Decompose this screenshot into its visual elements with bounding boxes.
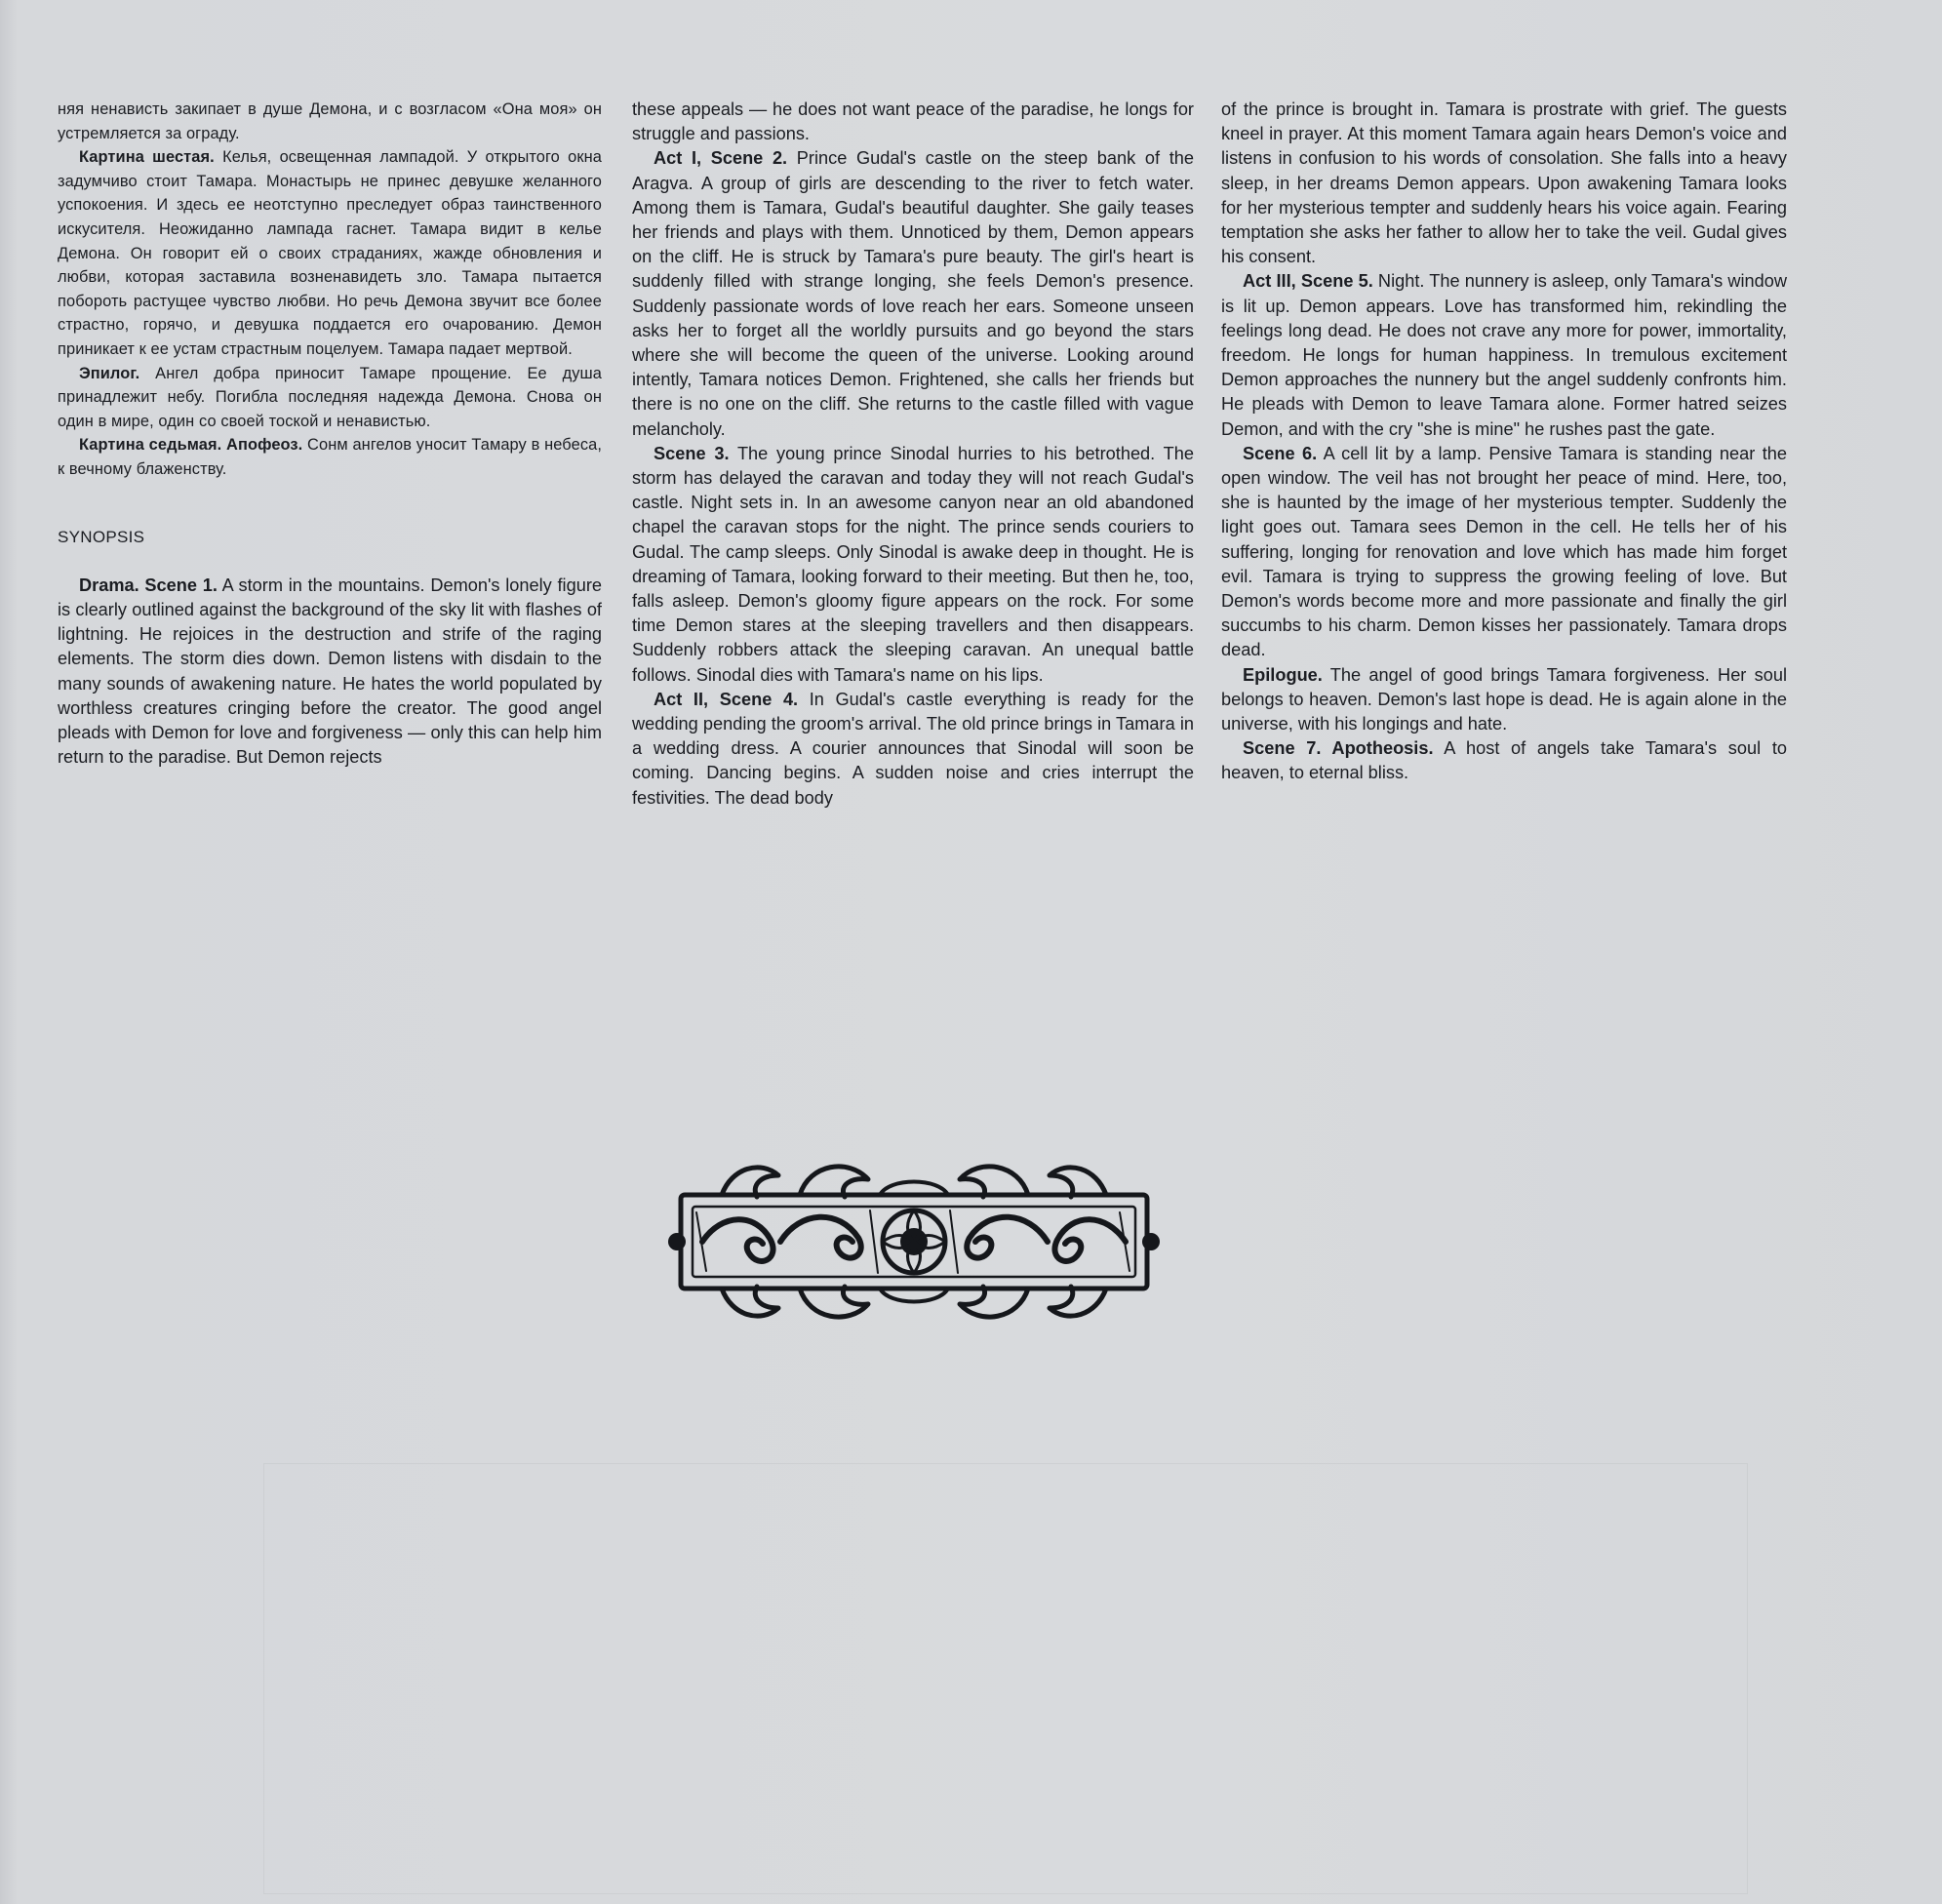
- en-scene-3-text: The young prince Sinodal hurries to his betrothed. The storm has delayed the caravan and today they will not reach Gudal's castle. Night sets in. In an awesome canyon near an old abandoned chapel the caravan stops for the night. The prince sends couriers to Gudal. The camp sleeps. Only Sinodal is awake deep in thought. He is dreaming of Tamara, looking forward to their meeting. But then he, too, falls asleep. Demon's gloomy figure appears on the rock. For some time Demon stares at the sleeping travellers and then disappears. Suddenly robbers attack the sleeping caravan. An unequal battle follows. Sinodal dies with Tamara's name on his lips.: [632, 443, 1194, 685]
- ornament-leaf-right-bottom: [960, 1287, 1106, 1317]
- en-scene-5-heading: Act III, Scene 5.: [1243, 271, 1373, 292]
- column-middle: [632, 98, 1194, 811]
- en-scene-4-heading: Act II, Scene 4.: [654, 689, 799, 709]
- ornament-leaf-left-bottom: [722, 1287, 868, 1317]
- en-epilogue-heading: Epilogue.: [1243, 664, 1323, 685]
- ru-paragraph-scene-7: [58, 433, 602, 481]
- en-paragraph-continued: these appeals — he does not want peace of the paradise, he longs for struggle and passions.: [632, 99, 1194, 144]
- ornament-knob-right: [1142, 1233, 1160, 1250]
- en-epilogue-text: The angel of good brings Tamara forgiveness. Her soul belongs to heaven. Demon's last hope is dead. He is again alone in the universe, with his longings and hate.: [1221, 664, 1787, 734]
- ornament-leaf-left-top: [722, 1167, 868, 1197]
- en-paragraph-epilogue: [1221, 663, 1787, 737]
- en-scene-4-text: In Gudal's castle everything is ready for the wedding pending the groom's arrival. The old prince brings in Tamara in a wedding dress. A courier announces that Sinodal will soon be coming. Dancing begins. A sudden noise and cries interrupt the festivities. The dead body: [632, 689, 1194, 808]
- en-paragraph-scene-6: [1221, 442, 1787, 663]
- en-scene-2-heading: Act I, Scene 2.: [654, 148, 788, 169]
- baroque-acanthus-ornament-icon: [663, 1154, 1165, 1329]
- en-scene-3-heading: Scene 3.: [654, 443, 730, 463]
- ru-scene-6-heading: Картина шестая.: [79, 148, 215, 167]
- ornament-knob-left: [668, 1233, 686, 1250]
- ru-paragraph-epilogue: [58, 362, 602, 434]
- show-through-outline: [263, 1463, 1748, 1894]
- en-paragraph-scene-2: [632, 146, 1194, 441]
- en-scene-7-heading: Scene 7. Apotheosis.: [1243, 738, 1434, 759]
- en-scene-5-text: Night. The nunnery is asleep, only Tamara's window is lit up. Demon appears. Love has transformed him, rekindling the feelings long dead. He does not crave any more for power, immortality, freedom. He longs for human happiness. In tremulous excitement Demon approaches the nunnery but the angel suddenly confronts him. He pleads with Demon to leave Tamara alone. Former hatred seizes Demon, and with the cry "she is mine" he rushes past the gate.: [1221, 271, 1787, 439]
- ru-scene-7-text: Сонм ангелов уносит Тамару в небеса, к вечному блаженству.: [58, 436, 602, 478]
- ru-scene-6-text: Келья, освещенная лампадой. У открытого окна задумчиво стоит Тамара. Монастырь не принес девушке желанного успокоения. И здесь ее неотступно преследует образ таинственного искусителя. Неожиданно лампада гаснет. Тамара видит в келье Демона. Он говорит ей о своих страданиях, жажде обновления и любви, которая заставила возненавидеть зло. Тамара пытается побороть растущее чувство любви. Но речь Демона звучит все более страстно, горячо, и девушка поддается его очарованию. Демон приникает к ее устам страстным поцелуем. Тамара падает мертвой.: [58, 148, 602, 358]
- en-paragraph-scene-5: [1221, 269, 1787, 441]
- column-left: [58, 98, 602, 770]
- en-scene-1-heading: Drama. Scene 1.: [79, 575, 218, 595]
- ru-paragraph-1: няя ненависть закипает в душе Демона, и с возгласом «Она моя» он устремляется за ограду.: [58, 100, 602, 142]
- en-scene-2-text: Prince Gudal's castle on the steep bank of the Aragva. A group of girls are descending to the river to fetch water. Among them is Tamara, Gudal's beautiful daughter. She gaily teases her friends and plays with them. Unnoticed by them, Demon appears on the cliff. He is struck by Tamara's pure beauty. The girl's heart is suddenly filled with strange longing, she feels Demon's presence. Suddenly passionate words of love reach her ears. Someone unseen asks her to forget all the worldly pursuits and go beyond the stars where she will become the queen of the universe. Looking around intently, Tamara notices Demon. Frightened, she calls her friends but there is no one on the cliff. She returns to the castle filled with vague melancholy.: [632, 148, 1194, 439]
- en-scene-7-text: A host of angels take Tamara's soul to heaven, to eternal bliss.: [1221, 738, 1787, 783]
- en-paragraph-scene-4: [632, 688, 1194, 811]
- ru-scene-7-heading: Картина седьмая. Апофеоз.: [79, 436, 303, 455]
- en-paragraph-scene-3: [632, 442, 1194, 688]
- ru-epilogue-heading: Эпилог.: [79, 364, 140, 382]
- ornament-scroll-right-2: [967, 1217, 1048, 1258]
- en-paragraph-scene-1: [58, 574, 602, 771]
- synopsis-heading: SYNOPSIS: [58, 527, 145, 546]
- en-scene-1-text: A storm in the mountains. Demon's lonely figure is clearly outlined against the background of the sky lit with flashes of lightning. He rejoices in the destruction and strife of the raging elements. The storm dies down. Demon listens with disdain to the many sounds of awakening nature. He hates the world populated by worthless creatures cringing before the creator. The good angel pleads with Demon for love and forgiveness — only this can help him return to the paradise. But Demon rejects: [58, 575, 603, 768]
- column-right: [1221, 98, 1787, 786]
- en-paragraph-continued-2: of the prince is brought in. Tamara is prostrate with grief. The guests kneel in prayer. At this moment Tamara again hears Demon's voice and listens in confusion to his words of consolation. She falls into a heavy sleep, in her dreams Demon appears. Upon awakening Tamara looks for her mysterious tempter and suddenly hears his voice again. Fearing temptation she asks her father to allow her to take the veil. Gudal gives his consent.: [1221, 99, 1787, 267]
- en-scene-6-heading: Scene 6.: [1243, 443, 1318, 463]
- ru-epilogue-text: Ангел добра приносит Тамаре прощение. Ее душа принадлежит небу. Погибла последняя надежда Демона. Снова он один в мире, один со своей тоской и ненавистью.: [58, 364, 602, 430]
- ornament-scroll-left-2: [780, 1217, 861, 1258]
- en-paragraph-scene-7: [1221, 736, 1787, 785]
- ornament-scroll-right-1: [1054, 1219, 1126, 1261]
- en-scene-6-text: A cell lit by a lamp. Pensive Tamara is standing near the open window. The veil has not brought her peace of mind. Here, too, she is haunted by the image of her mysterious tempter. Suddenly the light goes out. Tamara sees Demon in the cell. He tells her of his suffering, longing for renovation and love which has made him forget evil. Tamara is trying to suppress the growing feeling of love. But Demon's words become more and more passionate and finally the girl succumbs to his charm. Demon kisses her passionately. Tamara drops dead.: [1221, 443, 1787, 660]
- ornament-leaf-right-top: [960, 1167, 1106, 1197]
- ru-paragraph-scene-6: [58, 145, 602, 361]
- ornament-scroll-left-1: [702, 1219, 773, 1261]
